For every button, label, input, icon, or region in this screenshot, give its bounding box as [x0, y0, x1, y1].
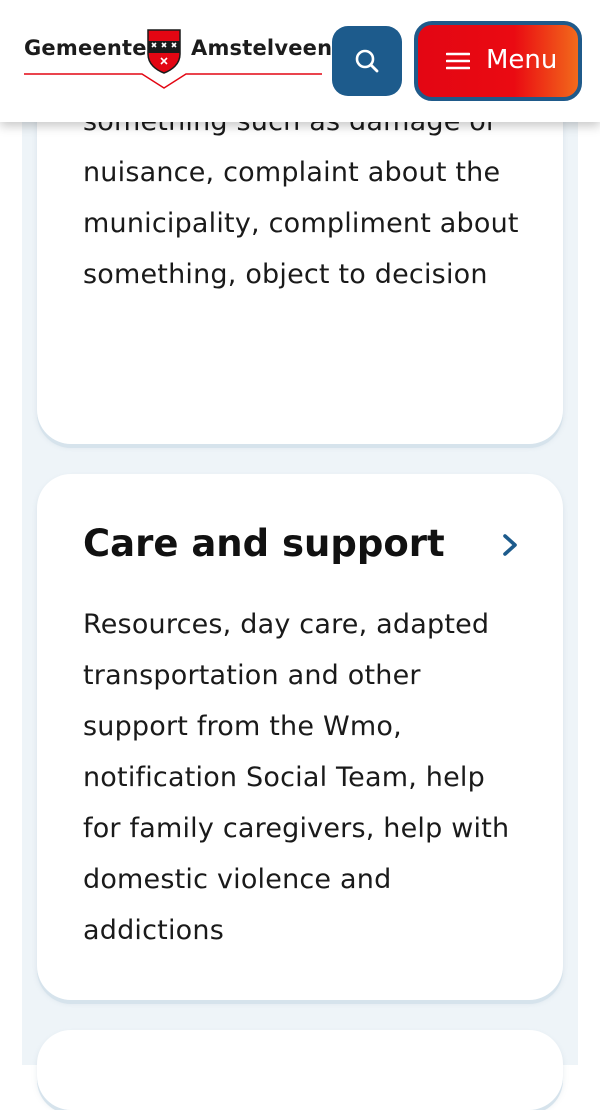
municipality-logo[interactable] — [24, 26, 333, 96]
logo-text-gemeente: Gemeente — [24, 36, 147, 60]
logo-underline — [24, 70, 322, 92]
crest-icon — [146, 28, 182, 74]
hamburger-icon — [446, 52, 470, 70]
topic-card-next[interactable] — [37, 1030, 563, 1110]
card-description: Resources, day care, adapted transportation and other support from the Wmo, notification Social Team, help for family caregivers, help with domestic violence and addictions — [83, 609, 510, 946]
menu-button[interactable] — [414, 21, 582, 101]
site-header — [0, 0, 600, 122]
card-description: nuisance, complaint about the municipality, compliment about something, object to decision — [83, 157, 519, 290]
topic-card-care-and-support[interactable] — [37, 474, 563, 1000]
search-icon — [354, 48, 380, 74]
menu-label: Menu — [486, 45, 558, 75]
search-button[interactable] — [332, 26, 402, 96]
chevron-right-icon — [499, 534, 521, 556]
card-title[interactable]: Care and support — [83, 522, 445, 565]
logo-text-amstelveen: Amstelveen — [191, 36, 333, 60]
